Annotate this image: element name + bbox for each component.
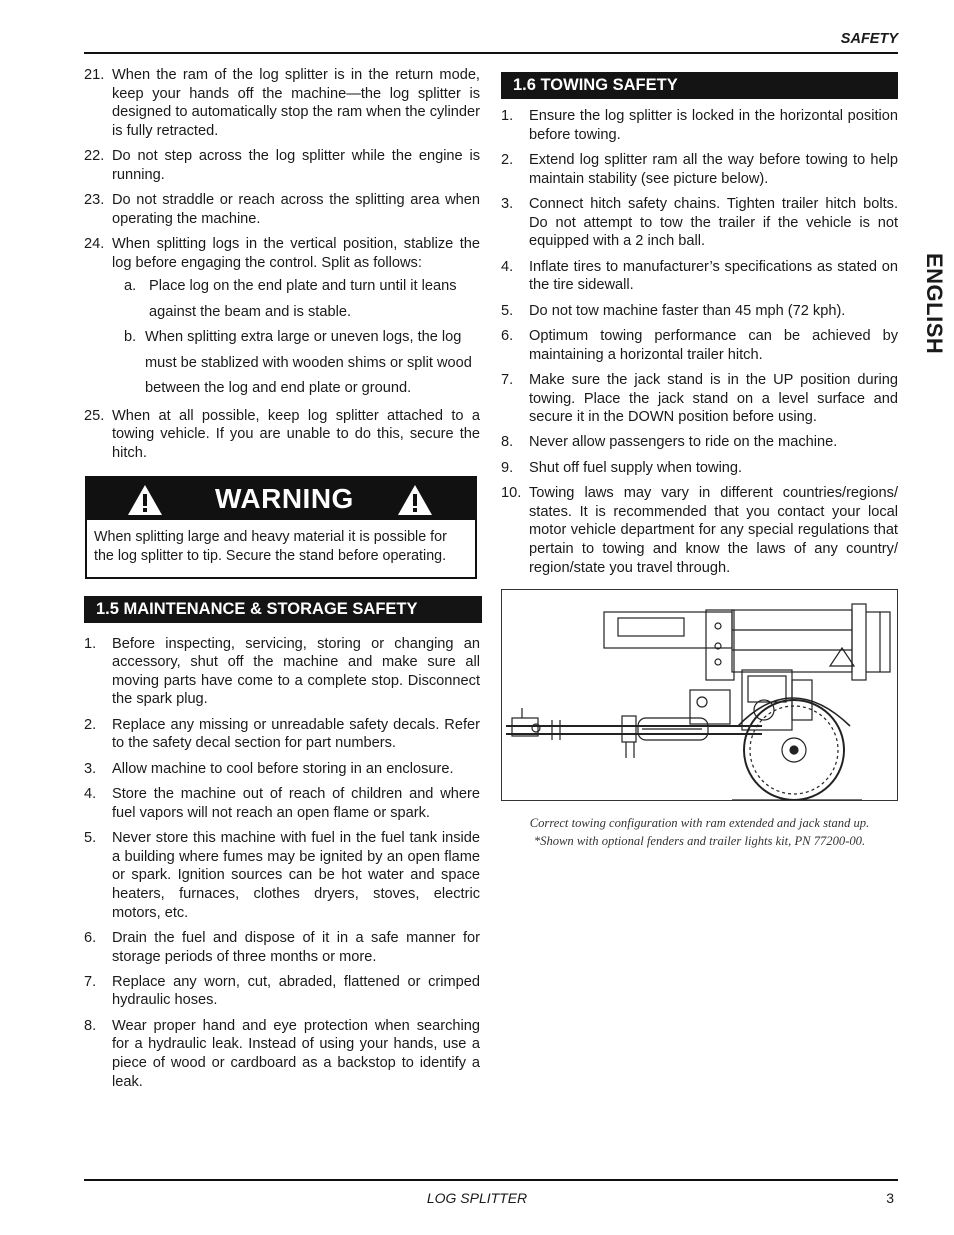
list-item: 7. Make sure the jack stand is in the UP position during towing. Place the jack stand on a level surface and secure it in the DOWN position before using. xyxy=(501,371,898,426)
towing-list xyxy=(501,107,898,577)
caption-line-1: Correct towing configuration with ram extended and jack stand up. xyxy=(529,816,870,831)
sub-list-item: b. When splitting extra large or uneven logs, the log must be stablized with wooden shims or split wood between the log and end plate or ground. xyxy=(124,329,472,397)
list-item: 1. Ensure the log splitter is locked in the horizontal position before towing. xyxy=(501,108,898,143)
log-splitter-illustration xyxy=(502,590,897,800)
list-item: 7. Replace any worn, cut, abraded, flattened or crimped hydraulic hoses. xyxy=(84,973,480,1009)
figure-caption xyxy=(501,815,898,850)
list-item: 10. Towing laws may vary in different countries/regions/ states. It is recommended that you contact your local motor vehicle department for any special regulations that pertain to towing and know the laws of any country/ region/state you travel through. xyxy=(501,485,898,576)
list-item: 25. When at all possible, keep log splitter attached to a towing vehicle. If you are unable to do this, secure the hitch. xyxy=(84,407,480,462)
right-column xyxy=(501,72,898,850)
list-item: 5. Do not tow machine faster than 45 mph (72 kph). xyxy=(501,302,846,319)
list-item: 2. Replace any missing or unreadable safety decals. Refer to the safety decal section for part numbers. xyxy=(84,716,480,752)
warning-triangle-icon xyxy=(397,484,433,516)
split-steps-list xyxy=(84,274,480,402)
list-item: 6. Optimum towing performance can be achieved by maintaining a horizontal trailer hitch. xyxy=(501,327,898,363)
list-item: 21. When the ram of the log splitter is in the return mode, keep your hands off the machine—the log splitter is designed to automatically stop the ram when the cylinder is fully retracted. xyxy=(84,67,480,139)
list-item: 5. Never store this machine with fuel in the fuel tank inside a building where fumes may be ignited by an open flame or spark. Ignition sources can be hot water and space heaters, furnaces, clothes dryers, stoves, electric motors, etc. xyxy=(84,830,480,921)
towing-heading: 1.6 TOWING SAFETY xyxy=(501,72,898,99)
top-rule xyxy=(84,52,898,54)
maintenance-list xyxy=(84,635,480,1092)
list-item: 4. Inflate tires to manufacturer’s specifications as stated on the tire sidewall. xyxy=(501,258,898,294)
warning-box xyxy=(85,476,477,579)
section-header-label: SAFETY xyxy=(840,31,898,47)
safety-list-continued xyxy=(84,66,480,272)
list-item: 6. Drain the fuel and dispose of it in a safe manner for storage periods of three months or more. xyxy=(84,929,480,965)
list-item: 22. Do not step across the log splitter while the engine is running. xyxy=(84,148,480,183)
list-item: 24. When splitting logs in the vertical position, stablize the log before engaging the control. Split as follows: xyxy=(84,236,480,271)
list-item: 3. Allow machine to cool before storing in an enclosure. xyxy=(84,760,454,777)
list-item: 4. Store the machine out of reach of children and where fuel vapors will not reach an open flame or spark. xyxy=(84,786,480,821)
end-plate xyxy=(852,604,866,680)
warning-banner xyxy=(87,478,475,520)
list-item: 23. Do not straddle or reach across the splitting area when operating the machine. xyxy=(84,192,480,227)
page-number: 3 xyxy=(886,1190,894,1206)
list-item: 1. Before inspecting, servicing, storing or changing an accessory, shut off the machine and make sure all moving parts have come to a complete stop. Disconnect the spark plug. xyxy=(84,635,480,708)
warning-triangle-icon xyxy=(127,484,163,516)
warning-text: When splitting large and heavy material it is possible for the log splitter to tip. Secure the stand before operating. xyxy=(94,528,447,564)
footer-title: LOG SPLITTER xyxy=(426,1190,528,1206)
list-item: 8. Wear proper hand and eye protection when searching for a hydraulic leak. Instead of using your hands, use a piece of wood or cardboard as a backstop to identify a leak. xyxy=(84,1017,480,1090)
list-item: 8. Never allow passengers to ride on the machine. xyxy=(501,434,838,451)
safety-list-end xyxy=(84,407,480,463)
towing-configuration-figure xyxy=(501,589,898,801)
list-item: 3. Connect hitch safety chains. Tighten trailer hitch bolts. Do not attempt to tow the trailer if the vehicle is not equipped with a 2 inch ball. xyxy=(501,195,898,250)
warning-title: WARNING xyxy=(215,482,354,514)
caption-line-2: *Shown with optional fenders and trailer lights kit, PN 77200-00. xyxy=(533,833,866,848)
list-item: 2. Extend log splitter ram all the way before towing to help maintain stability (see picture below). xyxy=(501,151,898,187)
left-column xyxy=(84,66,480,1098)
sub-list-item: a. Place log on the end plate and turn until it leans against the beam and is stable. xyxy=(124,278,457,320)
language-tab: ENGLISH xyxy=(922,253,947,355)
list-item: 9. Shut off fuel supply when towing. xyxy=(501,459,743,476)
maintenance-heading: 1.5 MAINTENANCE & STORAGE SAFETY xyxy=(84,596,482,623)
bottom-rule xyxy=(84,1179,898,1181)
beam xyxy=(732,610,852,672)
